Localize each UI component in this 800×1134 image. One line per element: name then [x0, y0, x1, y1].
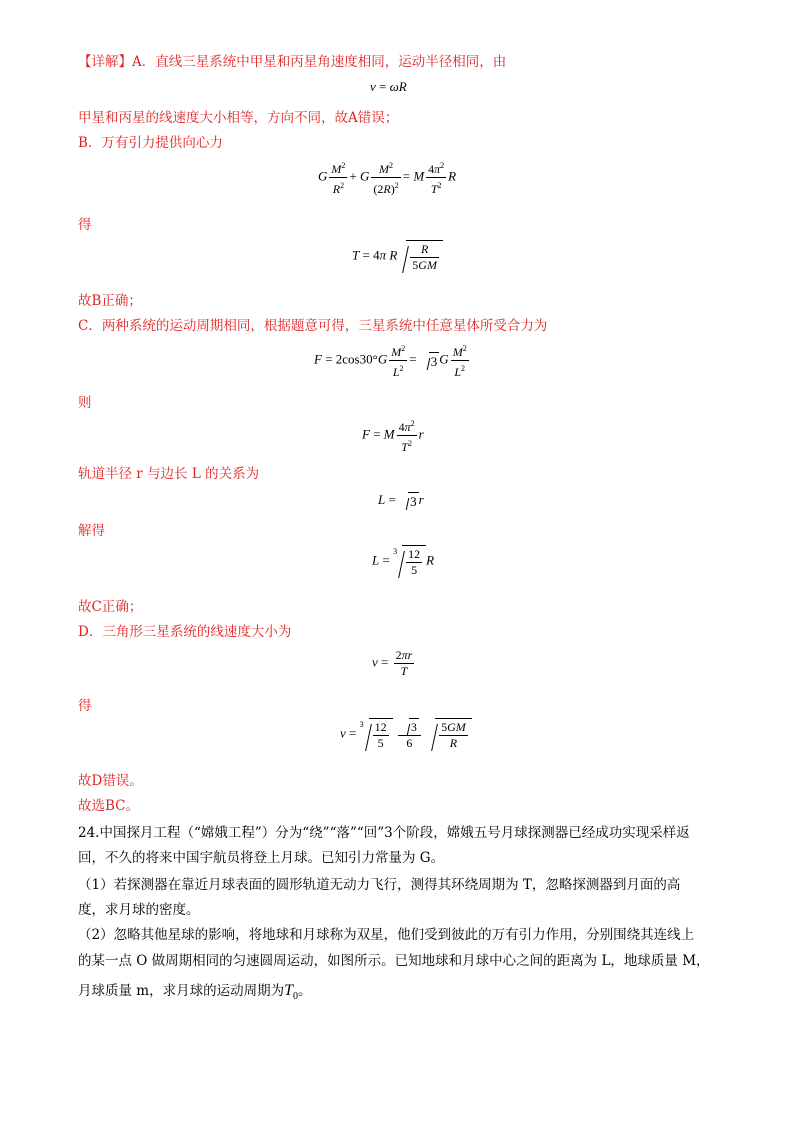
- detail-line-b-correct: 故B正确；: [78, 293, 142, 309]
- question-24-part-2-cont: 的某一点 O 做周期相同的匀速圆周运动，如图所示。已知地球和月球中心之间的距离为 L，地球质量 M，: [78, 953, 710, 969]
- detail-line-de-2: 得: [78, 698, 92, 714]
- equation-l-sqrt3-r: L = 3 r: [378, 492, 424, 510]
- equation-v-omega-r: v = ωR: [370, 79, 407, 94]
- equation-v-result: v = $^3$ $\frac{12}{5}$ $\frac{3}{6}$ $\frac{5GM}{R}$: [340, 718, 472, 751]
- equation-period-t: T = 4π R $\frac{R}{5GM}$: [352, 240, 443, 273]
- detail-line-c: C．两种系统的运动周期相同，根据题意可得，三星系统中任意星体所受合力为: [78, 318, 548, 334]
- question-24-line-1: 24.中国探月工程（“嫦娥工程”）分为“绕”“落”“回”3个阶段，嫦娥五号月球探测器已经成功实现采样返: [78, 825, 690, 841]
- detail-line-c-correct: 故C正确；: [78, 599, 143, 615]
- detail-line-answer: 故选BC。: [78, 798, 140, 814]
- question-24-part-2-end: [78, 981, 312, 1007]
- detail-line-d-wrong: 故D错误。: [78, 773, 143, 789]
- detail-line-de: 得: [78, 217, 92, 233]
- question-24-part-2: （2）忽略其他星球的影响，将地球和月球称为双星，他们受到彼此的万有引力作用，分别围绕其连线上: [78, 927, 695, 943]
- question-24-part-1: （1）若探测器在靠近月球表面的圆形轨道无动力飞行，测得其环绕周期为 T，忽略探测器到月面的高: [78, 877, 681, 893]
- question-24-period-prompt: 月球质量 m，求月球的运动周期为: [78, 983, 285, 999]
- detail-line-d: D．三角形三星系统的线速度大小为: [78, 624, 292, 640]
- equation-centripetal-force: F = M $\frac{4\pi^2}{T^2}$ r: [362, 416, 424, 455]
- detail-line-b: B．万有引力提供向心力: [78, 135, 223, 151]
- equation-gravity-balance: G $\frac{M^2}{R^2}$ + G $\frac{M^2}{(2R)^2}$ = M $\frac{4\pi^2}{T^2}$ R: [318, 158, 456, 197]
- detail-line-a: 【详解】A．直线三星系统中甲星和丙星角速度相同，运动半径相同，由: [78, 54, 507, 70]
- equation-v-2pir-t: v = $\frac{2\pi r}{T}$: [372, 648, 413, 678]
- equation-l-cuberoot: L = $^3$ $\frac{12}{5}$ R: [372, 547, 435, 577]
- detail-line-jiede: 解得: [78, 523, 105, 539]
- equation-net-force: F = 2cos30°G $\frac{M^2}{L^2}$ = 3 G $\frac{M^2}{L^2}$: [314, 341, 471, 380]
- detail-line-ze: 则: [78, 395, 92, 411]
- question-24-end-mark: 。: [298, 983, 312, 999]
- question-24-part-1-cont: 度，求月球的密度。: [78, 902, 200, 918]
- symbol-t0: [284, 982, 298, 1003]
- detail-line-radius-relation: 轨道半径 r 与边长 L 的关系为: [78, 466, 260, 482]
- symbol-t0-subscript: 0: [293, 991, 298, 1003]
- symbol-t0-letter: T: [284, 982, 293, 999]
- question-24-line-2: 回，不久的将来中国宇航员将登上月球。已知引力常量为 G。: [78, 850, 445, 866]
- detail-line-a-conclusion: 甲星和丙星的线速度大小相等，方向不同，故A错误；: [78, 110, 399, 126]
